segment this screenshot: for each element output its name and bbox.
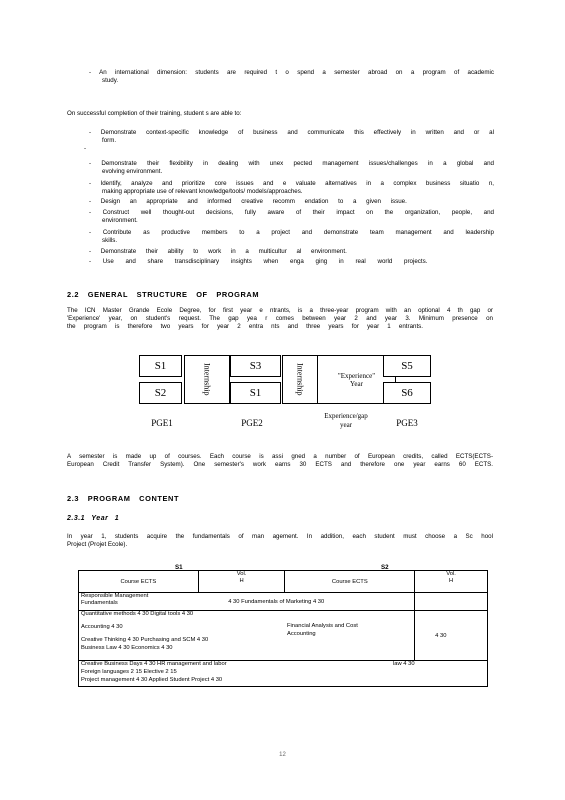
internship-box-1 <box>184 355 230 404</box>
section-heading-2-3: 2.3 PROGRAM CONTENT <box>67 494 180 503</box>
pge3-label: PGE3 <box>396 418 418 428</box>
program-structure-diagram <box>139 350 429 436</box>
internship-label: Internship <box>295 363 305 396</box>
structure-para-line: 'Experience' year, on student's request. The gap yea r comes between year 2 and year 3. Minimum presence on <box>67 315 493 322</box>
table-s2-header: S2 <box>381 564 389 571</box>
pge1-label: PGE1 <box>151 418 173 428</box>
section-heading-2-2: 2.2 GENERAL STRUCTURE OF PROGRAM <box>67 290 260 299</box>
outcomes-intro: On successful completion of their training, student s are able to: <box>67 110 242 117</box>
semester-box-s6: S6 <box>383 382 431 404</box>
table-row: Quantitative methods 4 30 Digital tools 4 30 Accounting 4 30 Creative Thinking 4 30 Purchasing and SCM 4 30 Business Law 4 30 Economics 4 30 Financial Analysis and Cost Accounting 4 30 <box>79 611 488 661</box>
table-s1-header: S1 <box>175 564 183 571</box>
semester-box-s5: S5 <box>383 355 431 377</box>
table-row: Responsible Management Fundamentals 4 30 Fundamentals of Marketing 4 30 <box>79 593 488 611</box>
gap-year-label: Experience/gap year <box>324 412 368 429</box>
semester-box-s1: S1 <box>139 355 182 377</box>
semester-box-s3: S3 <box>230 355 281 377</box>
structure-para-line: The ICN Master Grande Ecole Degree, for first year e ntrants, is a three-year program with an optional 4 th gap or <box>67 307 493 314</box>
header-course-ects-s1: Course ECTS <box>79 571 199 593</box>
bullet-text-cont: study. <box>102 76 119 84</box>
page-number: 12 <box>279 752 286 758</box>
year1-intro-line: Project (Projet Ecole). <box>67 541 128 548</box>
year1-course-table <box>78 570 488 687</box>
document-page: - An international dimension: students are required t o spend a semester abroad on a program of academic study. On successful completion of their training, student s are able to: - Demonstrate context-specific knowledge of business and communicate this effectively in written and or al form. - - Demonstrate their flexibility in dealing with unex pected management issues/challenges in a global and evolving environment. - Identify, analyze and prioritize core issues and e valuate alternatives in a complex business situatio n, making appropriate use of relevant knowledge/tools/ models/approaches. - Design an appropriate and informed creative recomm endation to a given issue. - Construct well thought-out decisions, fully aware of their impact on the organization, people, and environment. - Contribute as productive members to a project and demonstrate team management and leadership skills. - Demonstrate their ability to work in a multicultur al environment. - Use and share transdisciplinary insights when enga ging in real world projects. 2.2 GENERAL STRUCTURE OF PROGRAM The ICN Master Grande Ecole Degree, for first year e ntrants, is a three-year program with an optional 4 th gap or 'Experience' year, on student's request. The gap yea r comes between year 2 and year 3. Minimum presence on the program is therefore two years for year 2 entra nts and three years for year 1 entrants. S1 S2 Internship S3 S1 Internship "Experience" Year S5 S6 PGE1 PGE2 Experience/gap year PGE3 A semester is made up of courses. Each course is assi gned a number of European credits, called ECTS(ECTS- European Credit Transfer System). One semester's work earns 30 ECTS and therefore one year earns 60 ECTS. 2.3 PROGRAM CONTENT 2.3.1 Year 1 In year 1, students acquire the fundamentals of man agement. In addition, each student must choose a Sc hool Project (Projet Ecole). S1 S2 Course ECTS Vol. H Course ECTS Vol. H Responsible Management Fundamentals 4 30 Fundamentals of Marketing 4 30 Quantitative methods 4 30 Digital tools 4 30 Accounting 4 30 Creative Thinking 4 30 Purchasing and SCM 4 30 Business Law 4 30 Economics 4 30 Financial Analysis and Cost Accounting 4 30 Creative Business Days 4 30 HR management and labor law 4 30 Foreign languages 2 15 Elective 2 15 Project management 4 30 Applied Student Project 4 30 12 <box>0 0 565 800</box>
header-course-ects-s2: Course ECTS <box>285 571 415 593</box>
year1-intro-line: In year 1, students acquire the fundamentals of man agement. In addition, each student must choose a Sc hool <box>67 533 493 540</box>
experience-year-label: Year <box>350 379 363 388</box>
semester-box-s2: S2 <box>139 382 182 404</box>
bullet-text: - An international dimension: students are required t o spend a semester abroad on a program of academic <box>89 69 494 76</box>
subsection-heading-2-3-1: 2.3.1 Year 1 <box>67 515 120 522</box>
internship-label: Internship <box>202 363 212 396</box>
header-vol-s1: Vol. H <box>198 571 285 593</box>
experience-label: "Experience" <box>337 371 376 380</box>
table-header-row <box>79 571 488 593</box>
header-vol-s2: Vol. H <box>415 571 488 593</box>
structure-para-line: the program is therefore two years for year 2 entra nts and three years for year 1 entrants. <box>67 323 423 330</box>
ects-para-line: European Credit Transfer System). One semester's work earns 30 ECTS and therefore one year earns 60 ECTS. <box>67 461 493 468</box>
pge2-label: PGE2 <box>241 418 263 428</box>
table-row: Creative Business Days 4 30 HR management and labor law 4 30 Foreign languages 2 15 Elective 2 15 Project management 4 30 Applied Student Project 4 30 <box>79 661 488 687</box>
internship-box-2 <box>282 355 318 404</box>
semester-box-s1-second: S1 <box>230 382 281 404</box>
ects-para-line: A semester is made up of courses. Each course is assi gned a number of European credits, called ECTS(ECTS- <box>67 453 493 460</box>
